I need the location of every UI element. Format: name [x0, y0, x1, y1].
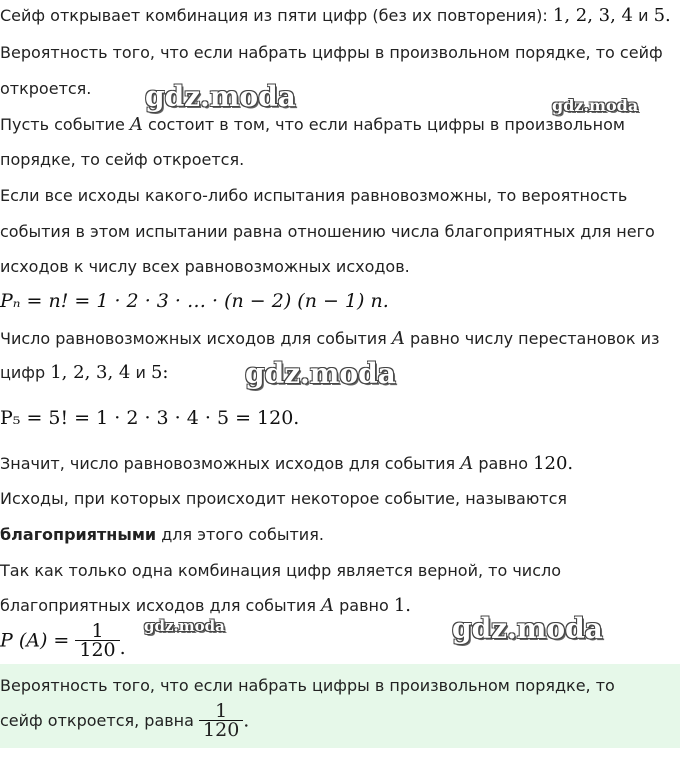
line-14: Так как только одна комбинация цифр является верной, то число	[0, 561, 562, 580]
text: Значит, число равновозможных исходов для события	[0, 454, 461, 473]
answer-line-2	[0, 702, 249, 748]
line-2: Вероятность того, что если набрать цифры в произвольном порядке, то сейф	[0, 43, 663, 62]
line-13	[0, 525, 680, 545]
math: 120.	[533, 453, 574, 474]
text: и	[633, 6, 654, 25]
formula-p5: P₅ = 5! = 1 · 2 · 3 · 4 · 5 = 120.	[0, 407, 300, 429]
line-12: Исходы, при которых происходит некоторое событие, называются	[0, 489, 568, 508]
formula-probability	[0, 622, 126, 662]
answer-box	[0, 664, 680, 748]
watermark-logo: gdz.moda	[145, 80, 296, 113]
formula-lhs: P (A) =	[0, 629, 76, 652]
text: и	[130, 363, 151, 382]
period: .	[243, 709, 250, 732]
math-var: A	[129, 114, 143, 135]
line-9	[0, 329, 680, 349]
text: Пусть событие	[0, 115, 130, 134]
fraction	[199, 702, 243, 739]
text: Число равновозможных исходов для события	[0, 329, 392, 348]
denominator: 120	[75, 640, 119, 659]
line-4	[0, 115, 680, 135]
text: равно числу перестановок из	[404, 329, 660, 348]
text: сейф откроется, равна	[0, 711, 200, 730]
watermark-logo: gdz.moda	[552, 96, 639, 115]
math: 1, 2, 3, 4	[50, 362, 131, 383]
formula-permutations: Pₙ = n! = 1 · 2 · 3 · … · (n − 2) (n − 1) n.	[0, 290, 389, 312]
line-5: порядке, то сейф откроется.	[0, 150, 245, 169]
answer-line-1: Вероятность того, что если набрать цифры в произвольном порядке, то	[0, 676, 615, 695]
fraction	[75, 622, 119, 659]
math-var: A	[391, 328, 405, 349]
math: 1.	[393, 595, 412, 616]
math-var: A	[321, 595, 335, 616]
text: благоприятных исходов для события	[0, 596, 322, 615]
text: цифр	[0, 363, 51, 382]
watermark-logo: gdz.moda	[144, 617, 225, 635]
math: 5:	[150, 362, 169, 383]
numerator: 1	[91, 622, 104, 642]
text: равно	[473, 454, 534, 473]
math-var: A	[460, 453, 474, 474]
period: .	[119, 637, 126, 659]
line-8: исходов к числу всех равновозможных исходов.	[0, 257, 410, 276]
text: равно	[334, 596, 394, 615]
text: для этого события.	[156, 525, 324, 544]
line-1	[0, 6, 680, 26]
text: Сейф открывает комбинация из пяти цифр (без их повторения):	[0, 6, 553, 25]
text: состоит в том, что если набрать цифры в произвольном	[142, 115, 625, 134]
line-11	[0, 454, 680, 474]
bold-term: благоприятными	[0, 525, 157, 544]
line-6: Если все исходы какого-либо испытания равновозможны, то вероятность	[0, 186, 628, 205]
math: 1, 2, 3, 4	[552, 5, 634, 26]
denominator: 120	[199, 720, 243, 739]
watermark-logo: gdz.moda	[245, 357, 396, 390]
numerator: 1	[215, 702, 228, 722]
line-7: события в этом испытании равна отношению числа благоприятных для него	[0, 222, 655, 241]
math: 5.	[653, 5, 671, 26]
line-3: откроется.	[0, 79, 92, 98]
watermark-logo: gdz.moda	[452, 612, 603, 645]
